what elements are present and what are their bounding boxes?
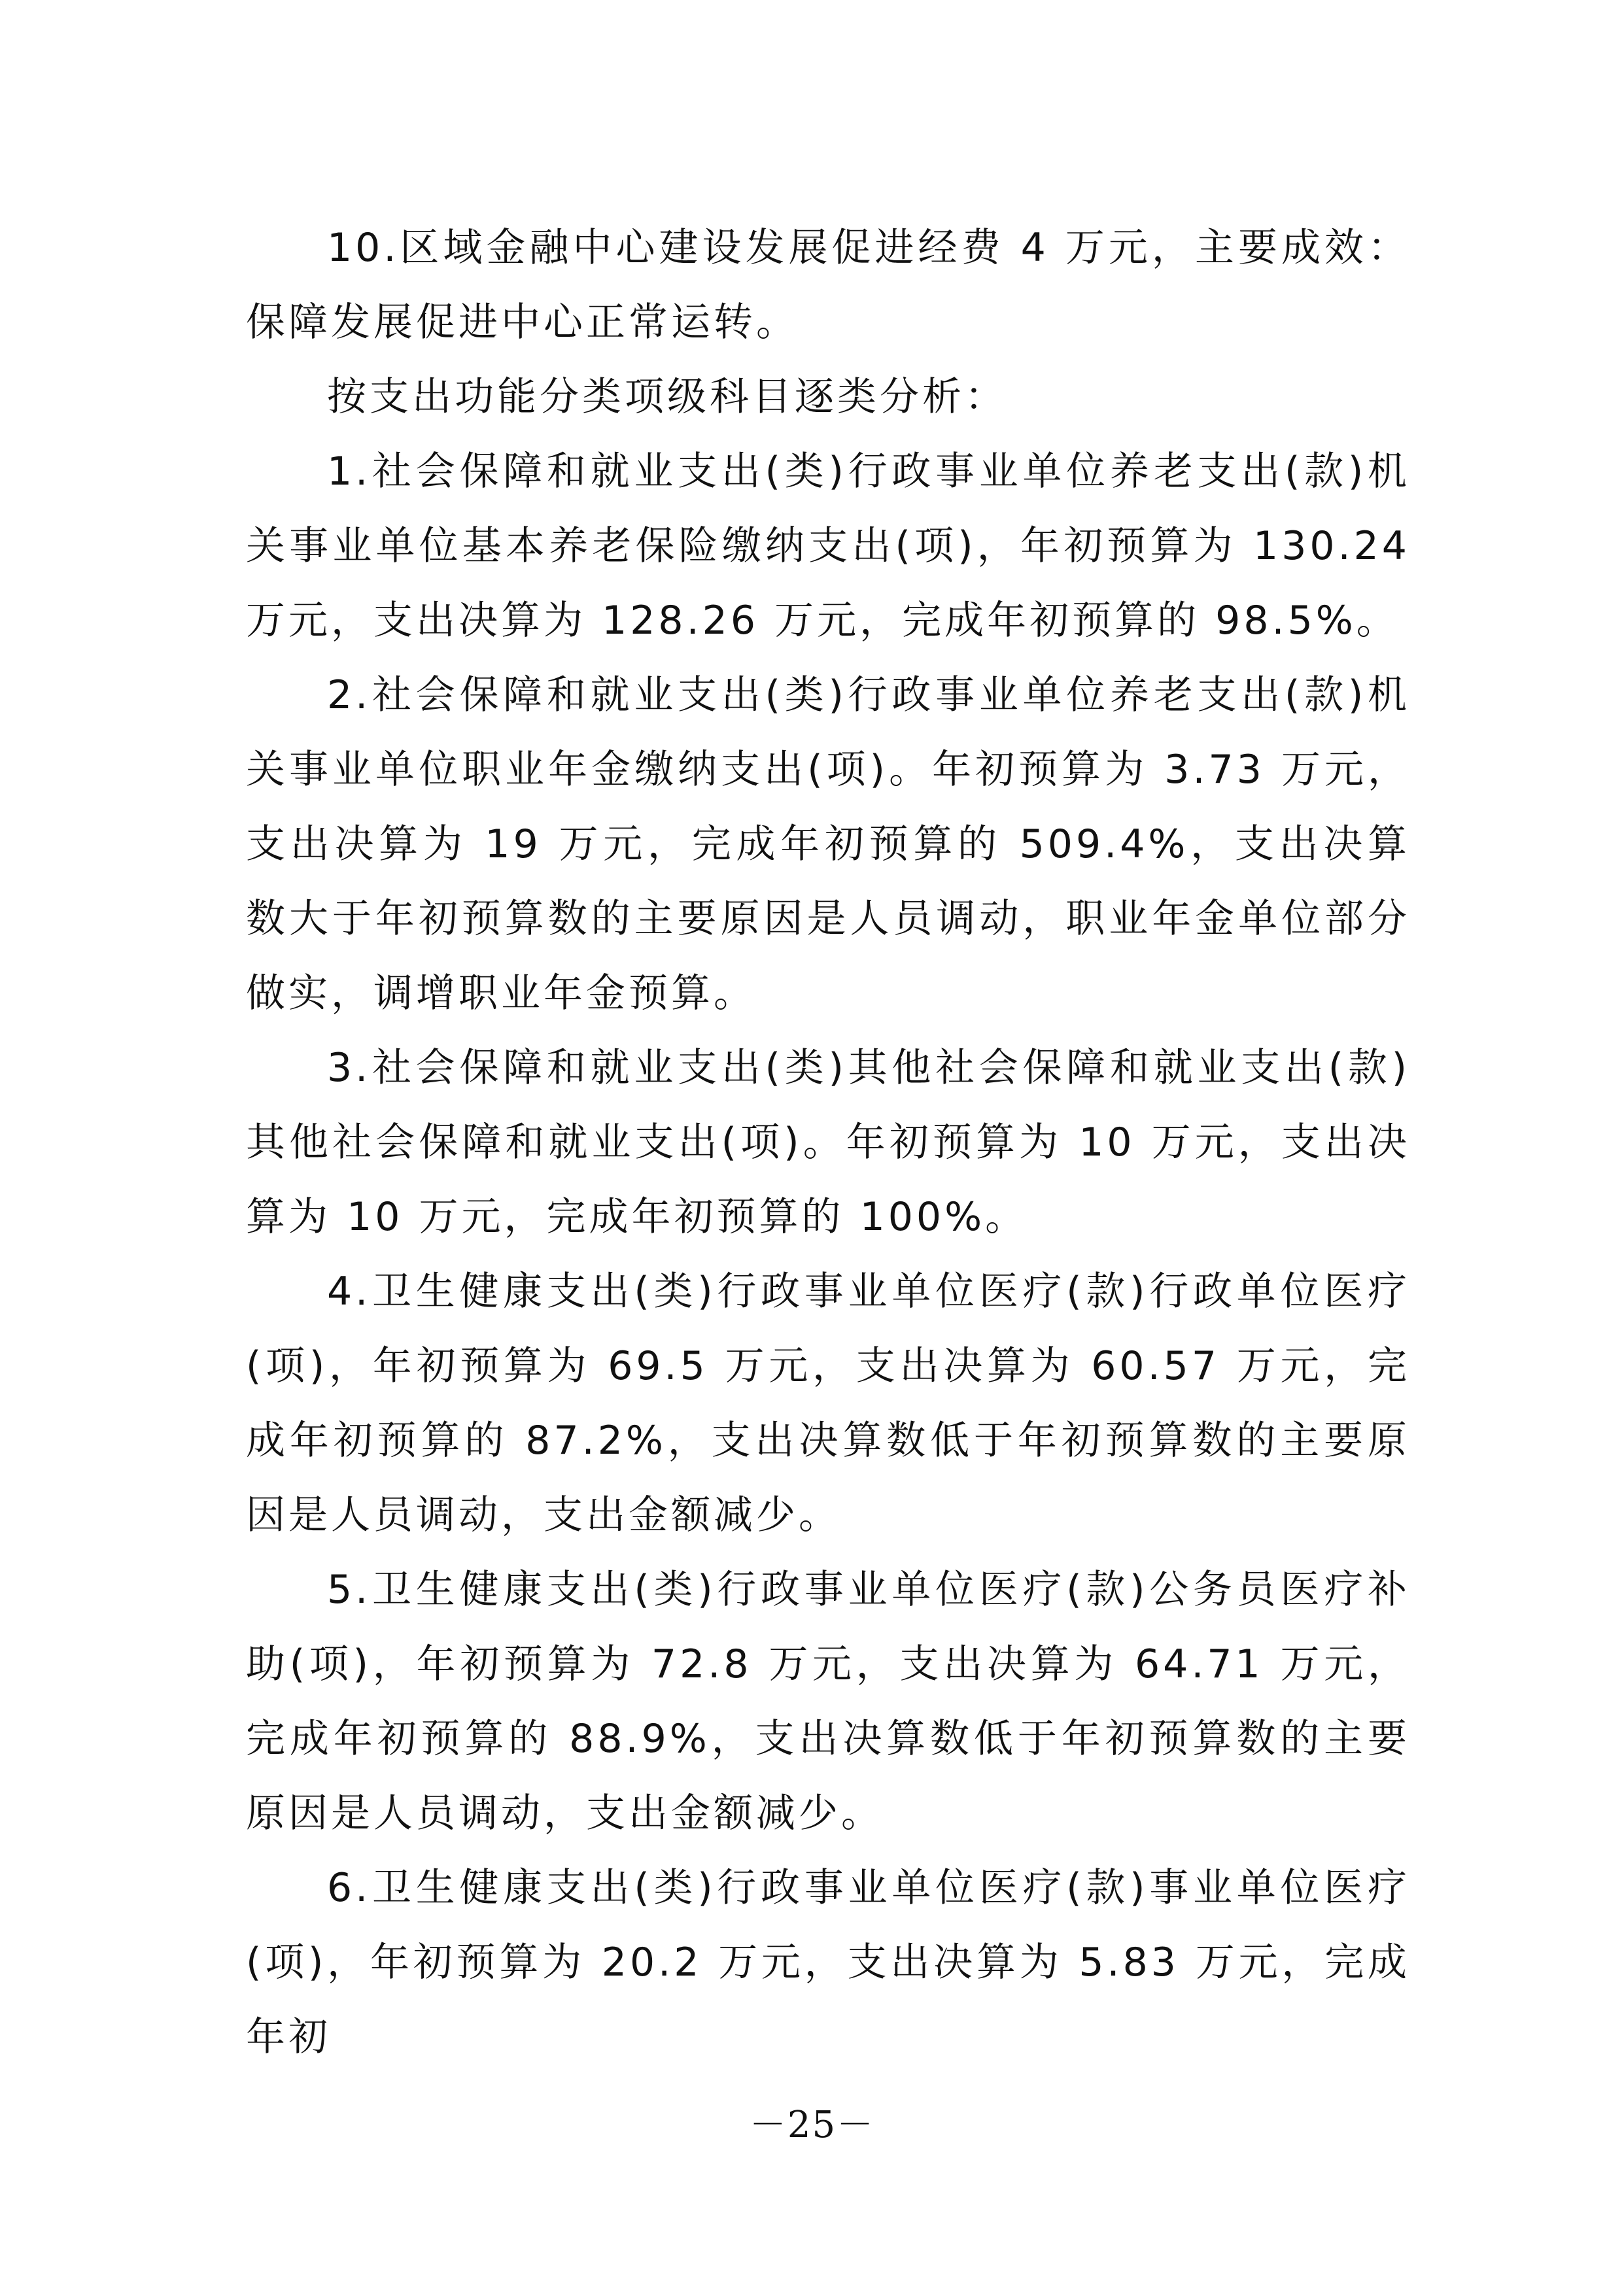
body-text xyxy=(246,211,1410,2074)
paragraph-item-3: 3.社会保障和就业支出(类)其他社会保障和就业支出(款)其他社会保障和就业支出(项)。年初预算为 10 万元，支出决算为 10 万元，完成年初预算的 100%。 xyxy=(246,1045,1410,1240)
paragraph-item-4: 4.卫生健康支出(类)行政事业单位医疗(款)行政单位医疗(项)，年初预算为 69.5 万元，支出决算为 60.57 万元，完成年初预算的 87.2%，支出决算数低于年初预算数的主要原因是人员调动，支出金额减少。 xyxy=(246,1269,1410,1538)
paragraph-item-2: 2.社会保障和就业支出(类)行政事业单位养老支出(款)机关事业单位职业年金缴纳支出(项)。年初预算为 3.73 万元，支出决算为 19 万元，完成年初预算的 509.4%，支出决算数大于年初预算数的主要原因是人员调动，职业年金单位部分做实，调增职业年金预算。 xyxy=(246,672,1410,1016)
paragraph-item-10: 10.区域金融中心建设发展促进经费 4 万元，主要成效：保障发展促进中心正常运转。 xyxy=(246,225,1410,345)
page-number: －25－ xyxy=(749,2104,875,2146)
paragraph-item-5: 5.卫生健康支出(类)行政事业单位医疗(款)公务员医疗补助(项)，年初预算为 72.8 万元，支出决算为 64.71 万元，完成年初预算的 88.9%，支出决算数低于年初预算数的主要原因是人员调动，支出金额减少。 xyxy=(246,1567,1410,1836)
paragraph-item-1: 1.社会保障和就业支出(类)行政事业单位养老支出(款)机关事业单位基本养老保险缴纳支出(项)，年初预算为 130.24 万元，支出决算为 128.26 万元，完成年初预算的 98.5%。 xyxy=(246,449,1410,643)
paragraph-analysis-intro: 按支出功能分类项级科目逐类分析： xyxy=(327,374,1007,420)
paragraph-item-6: 6.卫生健康支出(类)行政事业单位医疗(款)事业单位医疗(项)，年初预算为 20.2 万元，支出决算为 5.83 万元，完成年初 xyxy=(246,1865,1410,2060)
